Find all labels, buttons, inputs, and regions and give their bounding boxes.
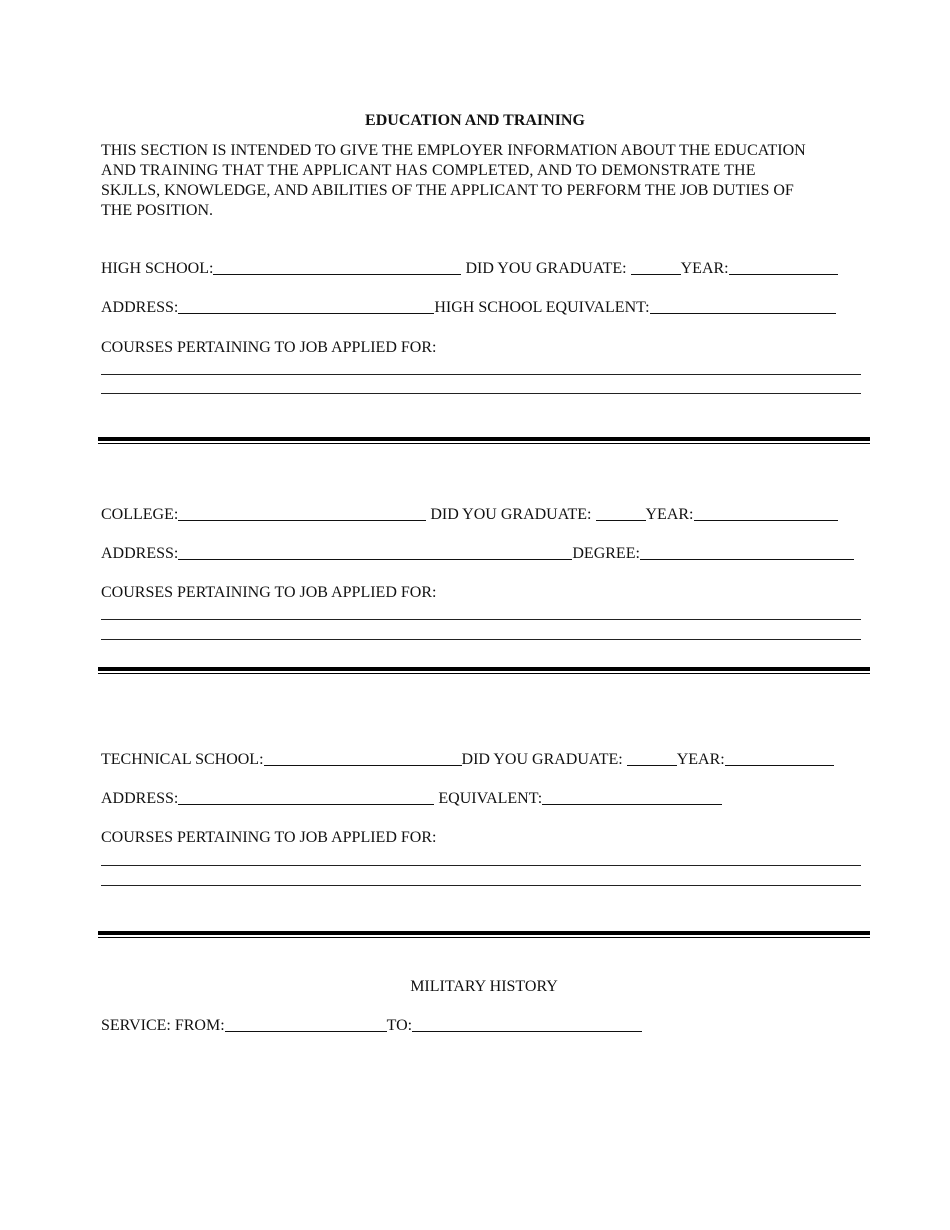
intro-line: THE POSITION. bbox=[101, 202, 213, 219]
page-title: EDUCATION AND TRAINING bbox=[365, 112, 585, 129]
tech-equivalent-field[interactable] bbox=[542, 790, 722, 805]
divider-thin bbox=[98, 673, 870, 674]
intro-line: AND TRAINING THAT THE APPLICANT HAS COMPLETED, AND TO DEMONSTRATE THE bbox=[101, 162, 756, 179]
technical-row bbox=[101, 750, 834, 770]
hs-year-field[interactable] bbox=[729, 260, 838, 275]
college-row bbox=[101, 505, 838, 525]
tech-address-label: ADDRESS: bbox=[101, 790, 179, 807]
hs-equivalent-field[interactable] bbox=[650, 299, 836, 314]
college-courses-line-2[interactable] bbox=[101, 639, 861, 640]
college-year-label: YEAR: bbox=[645, 506, 694, 523]
service-to-label: TO: bbox=[386, 1017, 413, 1034]
intro-paragraph bbox=[101, 141, 861, 221]
college-field[interactable] bbox=[178, 506, 426, 521]
technical-label: TECHNICAL SCHOOL: bbox=[101, 751, 264, 768]
college-label: COLLEGE: bbox=[101, 506, 179, 523]
service-from-label: SERVICE: FROM: bbox=[101, 1017, 225, 1034]
tech-address-field[interactable] bbox=[178, 790, 434, 805]
high-school-label: HIGH SCHOOL: bbox=[101, 260, 214, 277]
tech-courses-label: COURSES PERTAINING TO JOB APPLIED FOR: bbox=[101, 829, 437, 846]
hs-address-label: ADDRESS: bbox=[101, 299, 179, 316]
divider-thin bbox=[98, 937, 870, 938]
hs-graduate-field[interactable] bbox=[631, 260, 681, 275]
tech-courses-line-1[interactable] bbox=[101, 865, 861, 866]
college-address-row bbox=[101, 544, 854, 564]
military-service-row bbox=[101, 1016, 642, 1036]
hs-address-row bbox=[101, 298, 836, 318]
college-graduate-field[interactable] bbox=[596, 506, 646, 521]
tech-courses-line-2[interactable] bbox=[101, 885, 861, 886]
hs-equivalent-label: HIGH SCHOOL EQUIVALENT: bbox=[434, 299, 650, 316]
high-school-row bbox=[101, 259, 838, 279]
divider-thin bbox=[98, 443, 870, 444]
college-address-label: ADDRESS: bbox=[101, 545, 179, 562]
hs-year-label: YEAR: bbox=[680, 260, 729, 277]
hs-courses-line-2[interactable] bbox=[101, 393, 861, 394]
hs-courses-line-1[interactable] bbox=[101, 374, 861, 375]
hs-address-field[interactable] bbox=[178, 299, 434, 314]
college-year-field[interactable] bbox=[694, 506, 838, 521]
technical-field[interactable] bbox=[264, 751, 462, 766]
high-school-field[interactable] bbox=[213, 260, 461, 275]
tech-graduate-label: DID YOU GRADUATE: bbox=[461, 751, 623, 768]
military-heading: MILITARY HISTORY bbox=[410, 978, 558, 995]
tech-year-label: YEAR: bbox=[676, 751, 725, 768]
college-degree-field[interactable] bbox=[640, 545, 854, 560]
hs-courses-label: COURSES PERTAINING TO JOB APPLIED FOR: bbox=[101, 339, 437, 356]
divider-thick bbox=[98, 437, 870, 441]
service-to-field[interactable] bbox=[412, 1017, 642, 1032]
tech-year-field[interactable] bbox=[725, 751, 834, 766]
hs-graduate-label: DID YOU GRADUATE: bbox=[465, 260, 627, 277]
tech-graduate-field[interactable] bbox=[627, 751, 677, 766]
service-from-field[interactable] bbox=[225, 1017, 387, 1032]
college-courses-line-1[interactable] bbox=[101, 619, 861, 620]
college-graduate-label: DID YOU GRADUATE: bbox=[430, 506, 592, 523]
intro-line: SKJLLS, KNOWLEDGE, AND ABILITIES OF THE APPLICANT TO PERFORM THE JOB DUTIES OF bbox=[101, 182, 794, 199]
divider-thick bbox=[98, 931, 870, 935]
college-courses-label: COURSES PERTAINING TO JOB APPLIED FOR: bbox=[101, 584, 437, 601]
tech-address-row bbox=[101, 789, 722, 809]
college-degree-label: DEGREE: bbox=[572, 545, 640, 562]
intro-line: THIS SECTION IS INTENDED TO GIVE THE EMPLOYER INFORMATION ABOUT THE EDUCATION bbox=[101, 142, 806, 159]
college-address-field[interactable] bbox=[178, 545, 572, 560]
divider-thick bbox=[98, 667, 870, 671]
tech-equivalent-label: EQUIVALENT: bbox=[438, 790, 543, 807]
